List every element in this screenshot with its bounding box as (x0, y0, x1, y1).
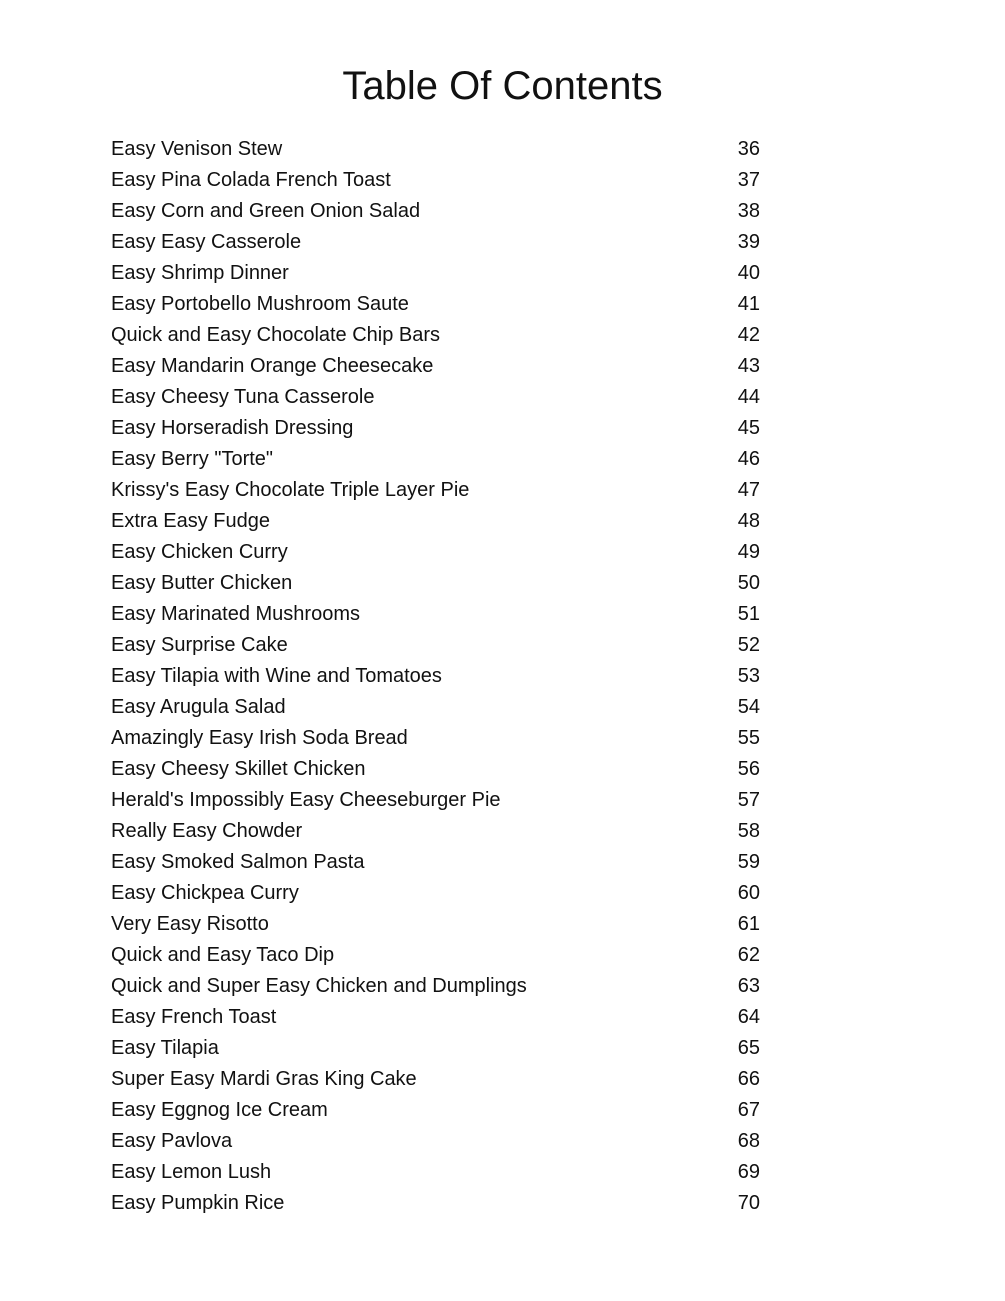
toc-entry-page: 51 (737, 603, 760, 625)
toc-row (111, 258, 760, 289)
toc-row (111, 940, 760, 971)
toc-entry-title: Easy Corn and Green Onion Salad (111, 200, 421, 222)
toc-row (111, 1064, 760, 1095)
toc-entry-title: Easy Cheesy Tuna Casserole (111, 386, 375, 408)
toc-row (111, 630, 760, 661)
toc-entry-title: Krissy's Easy Chocolate Triple Layer Pie (111, 479, 470, 501)
toc-entry-page: 36 (737, 138, 760, 160)
toc-entry-title: Easy Pumpkin Rice (111, 1192, 285, 1214)
toc-row (111, 196, 760, 227)
toc-row (111, 754, 760, 785)
toc-entry-page: 54 (737, 696, 760, 718)
toc-entry-title: Easy Berry "Torte" (111, 448, 274, 470)
toc-row (111, 1188, 760, 1219)
toc-row (111, 1157, 760, 1188)
toc-entry-title: Extra Easy Fudge (111, 510, 270, 532)
toc-row (111, 785, 760, 816)
toc-entry-page: 69 (737, 1161, 760, 1183)
toc-entry-page: 65 (737, 1037, 760, 1059)
toc-entry-title: Easy Cheesy Skillet Chicken (111, 758, 366, 780)
toc-row (111, 878, 760, 909)
toc-entry-page: 60 (737, 882, 760, 904)
toc-entry-title: Easy Marinated Mushrooms (111, 603, 360, 625)
toc-entry-title: Easy Tilapia (111, 1037, 219, 1059)
toc-entry-title: Easy Lemon Lush (111, 1161, 272, 1183)
toc-entry-title: Easy Eggnog Ice Cream (111, 1099, 328, 1121)
toc-entry-title: Quick and Easy Chocolate Chip Bars (111, 324, 441, 346)
toc-entry-title: Easy Horseradish Dressing (111, 417, 354, 439)
toc-entry-page: 48 (737, 510, 760, 532)
toc-entry-page: 67 (737, 1099, 760, 1121)
toc-row (111, 506, 760, 537)
toc-row (111, 475, 760, 506)
toc-row (111, 599, 760, 630)
toc-entry-title: Very Easy Risotto (111, 913, 269, 935)
toc-row (111, 661, 760, 692)
toc-entry-title: Easy Chickpea Curry (111, 882, 299, 904)
toc-row (111, 227, 760, 258)
toc-entry-page: 41 (737, 293, 760, 315)
toc-entry-title: Easy Portobello Mushroom Saute (111, 293, 409, 315)
toc-entry-page: 70 (737, 1192, 760, 1214)
toc-entry-page: 47 (737, 479, 760, 501)
toc-entry-title: Easy Venison Stew (111, 138, 283, 160)
toc-row (111, 289, 760, 320)
toc-entry-page: 64 (737, 1006, 760, 1028)
toc-entry-title: Herald's Impossibly Easy Cheeseburger Pie (111, 789, 501, 811)
toc-entry-page: 42 (737, 324, 760, 346)
toc-entry-page: 44 (737, 386, 760, 408)
toc-entry-page: 39 (737, 231, 760, 253)
toc-row (111, 1095, 760, 1126)
toc-entry-title: Easy Arugula Salad (111, 696, 286, 718)
page-title: Table Of Contents (342, 64, 663, 108)
toc-entry-title: Easy Shrimp Dinner (111, 262, 289, 284)
toc-row (111, 847, 760, 878)
toc-entry-title: Easy French Toast (111, 1006, 277, 1028)
toc-row (111, 816, 760, 847)
toc-entry-page: 53 (737, 665, 760, 687)
toc-entry-page: 43 (737, 355, 760, 377)
toc-entry-title: Super Easy Mardi Gras King Cake (111, 1068, 417, 1090)
toc-row (111, 320, 760, 351)
toc-entry-page: 57 (737, 789, 760, 811)
toc-entry-title: Easy Pina Colada French Toast (111, 169, 391, 191)
toc-entry-title: Easy Easy Casserole (111, 231, 302, 253)
toc-entry-title: Easy Pavlova (111, 1130, 233, 1152)
toc-row (111, 568, 760, 599)
toc-entry-title: Easy Butter Chicken (111, 572, 293, 594)
toc-row (111, 1126, 760, 1157)
toc-row (111, 909, 760, 940)
toc-entry-title: Quick and Super Easy Chicken and Dumplings (111, 975, 527, 997)
toc-row (111, 723, 760, 754)
toc-row (111, 692, 760, 723)
toc-entry-page: 52 (737, 634, 760, 656)
toc-row (111, 537, 760, 568)
toc-entry-title: Quick and Easy Taco Dip (111, 944, 335, 966)
toc-entry-page: 45 (737, 417, 760, 439)
toc-entry-page: 40 (737, 262, 760, 284)
toc-entry-page: 66 (737, 1068, 760, 1090)
toc-row (111, 1033, 760, 1064)
toc-row (111, 134, 760, 165)
toc-row (111, 351, 760, 382)
toc-entry-page: 49 (737, 541, 760, 563)
toc-entry-title: Easy Surprise Cake (111, 634, 288, 656)
toc-row (111, 382, 760, 413)
toc-entry-page: 63 (737, 975, 760, 997)
toc-list (111, 134, 760, 1219)
toc-entry-page: 37 (737, 169, 760, 191)
toc-entry-page: 58 (737, 820, 760, 842)
toc-entry-page: 61 (737, 913, 760, 935)
toc-entry-title: Easy Tilapia with Wine and Tomatoes (111, 665, 442, 687)
toc-entry-page: 38 (737, 200, 760, 222)
toc-entry-page: 62 (737, 944, 760, 966)
toc-entry-page: 56 (737, 758, 760, 780)
toc-entry-page: 50 (737, 572, 760, 594)
toc-entry-page: 55 (737, 727, 760, 749)
toc-entry-title: Easy Chicken Curry (111, 541, 288, 563)
toc-entry-title: Easy Mandarin Orange Cheesecake (111, 355, 434, 377)
toc-entry-page: 46 (737, 448, 760, 470)
toc-entry-page: 59 (737, 851, 760, 873)
toc-row (111, 1002, 760, 1033)
toc-entry-title: Really Easy Chowder (111, 820, 303, 842)
toc-row (111, 413, 760, 444)
toc-row (111, 971, 760, 1002)
toc-entry-title: Amazingly Easy Irish Soda Bread (111, 727, 408, 749)
toc-row (111, 165, 760, 196)
toc-entry-page: 68 (737, 1130, 760, 1152)
toc-row (111, 444, 760, 475)
toc-entry-title: Easy Smoked Salmon Pasta (111, 851, 365, 873)
